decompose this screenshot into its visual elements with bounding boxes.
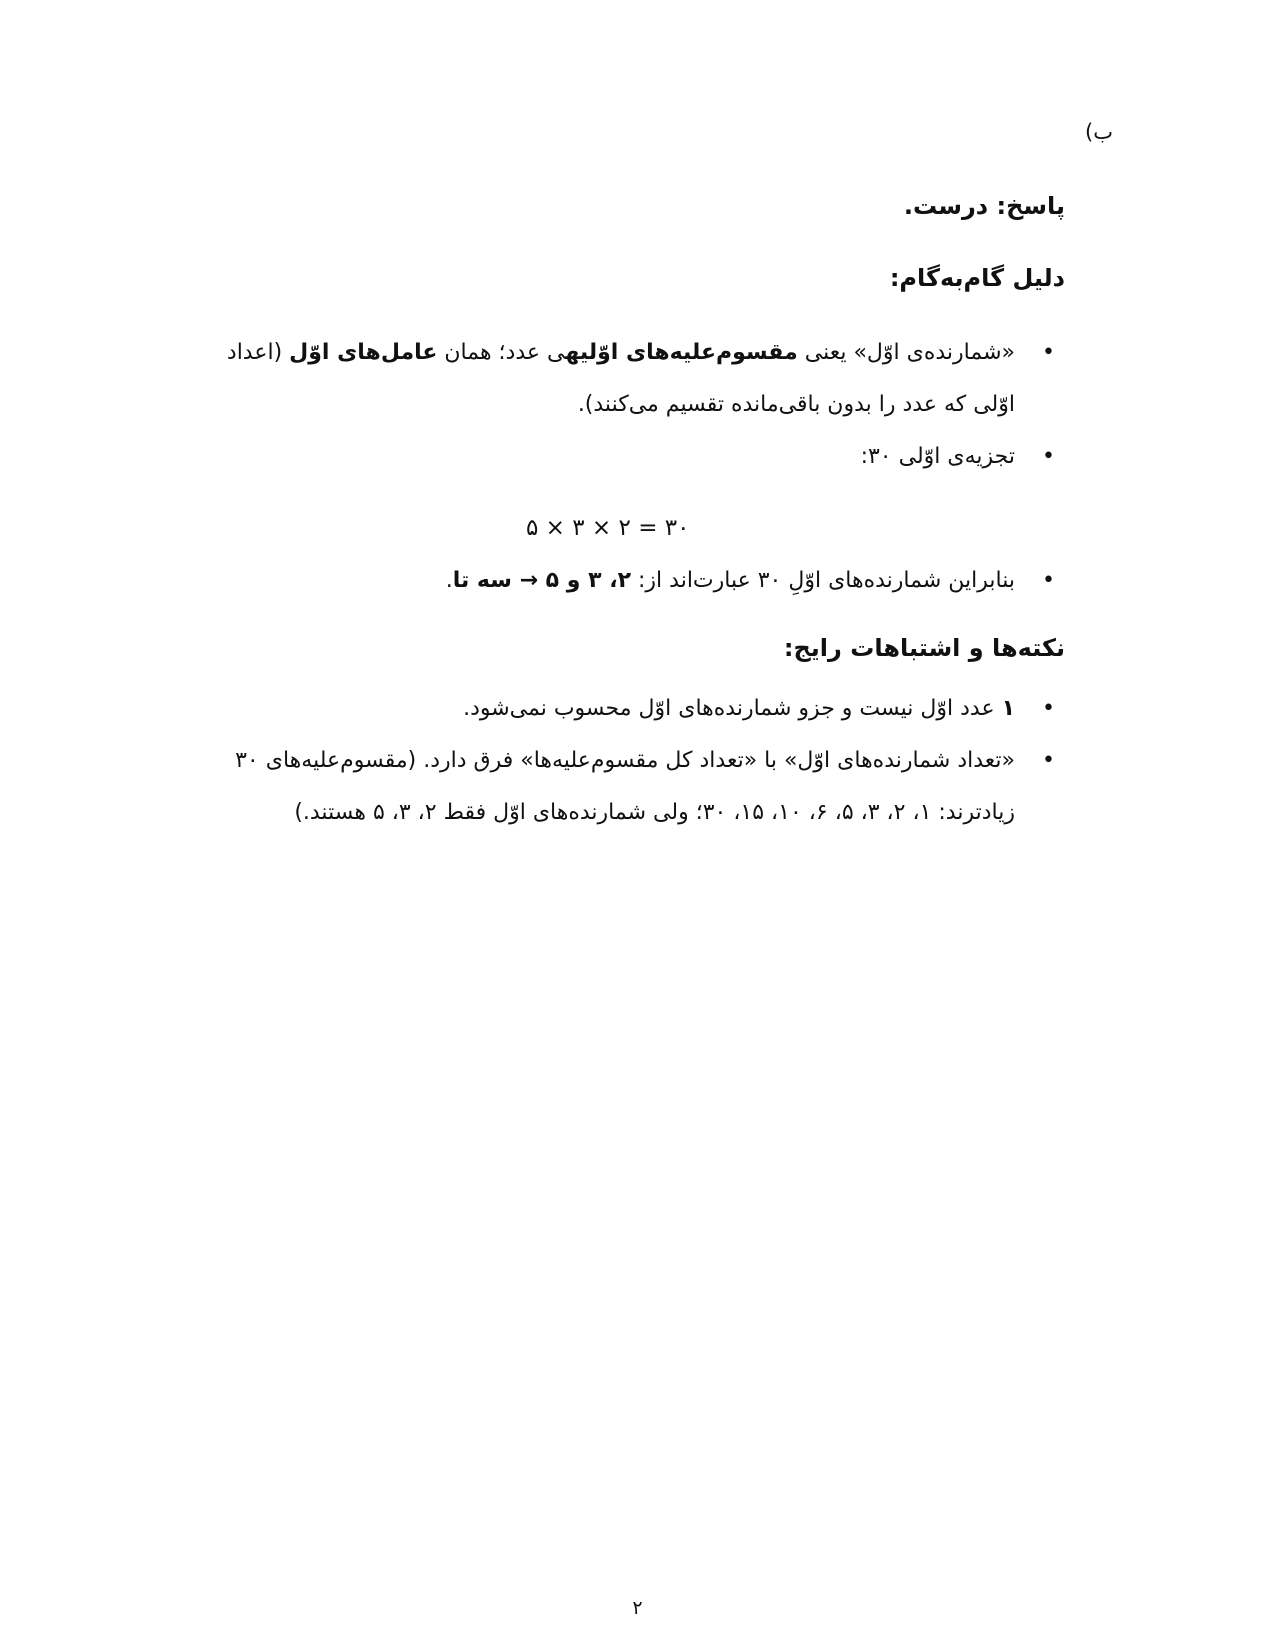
text-run: «تعداد شمارنده‌های اوّل» با «تعداد کل مقسوم‌علیه‌ها» فرق دارد. (مقسوم‌علیه‌های ۳۰ زیادترند: ۱، ۲، ۳، ۵، ۶، ۱۰، ۱۵، ۳۰؛ ولی شمارنده‌های اوّل فقط ۲، ۳، ۵ هستند.)	[235, 748, 1015, 825]
bullet-icon: •	[1042, 568, 1055, 593]
bold-text: مقسوم‌علیه‌های اوّلیه	[565, 340, 798, 365]
question-marker: ب)	[1085, 120, 1113, 144]
bullet-icon: •	[1042, 340, 1055, 365]
list-item	[185, 431, 1065, 483]
list-item	[185, 735, 1065, 839]
text-run: .	[445, 568, 453, 593]
page-number: ۲	[632, 1597, 643, 1619]
text-run: تجزیه‌ی اوّلی ۳۰:	[860, 444, 1015, 469]
text-run: بنابراین شمارنده‌های اوّلِ ۳۰ عبارت‌اند از:	[631, 568, 1015, 593]
notes-list	[185, 683, 1065, 839]
list-item	[185, 327, 1065, 431]
reason-list	[185, 327, 1065, 483]
list-item-text	[227, 340, 1015, 417]
list-item-text	[463, 696, 1015, 721]
list-item-text	[861, 444, 1015, 469]
text-run: (اعداد اوّلی که عدد را بدون باقی‌مانده تقسیم می‌کنند).	[226, 340, 1015, 417]
list-item-text	[235, 748, 1015, 825]
prime-factorization-formula: ۳۰ = ۲ × ۳ × ۵	[526, 515, 690, 541]
bold-text: ۱	[1001, 696, 1015, 721]
bold-text: ۲، ۳ و ۵ → سه تا	[452, 568, 632, 593]
notes-heading: نکته‌ها و اشتباهات رایج:	[783, 634, 1065, 662]
conclusion-list	[185, 555, 1065, 607]
list-item-text	[446, 568, 1015, 593]
text-run: «شمارنده‌ی اوّل» یعنی	[797, 340, 1015, 365]
text-run: عدد اوّل نیست و جزو شمارنده‌های اوّل محسوب نمی‌شود.	[463, 696, 1002, 721]
bold-text: عامل‌های اوّل	[289, 340, 438, 365]
list-item	[185, 683, 1065, 735]
list-item	[185, 555, 1065, 607]
text-run: ی عدد؛ همان	[437, 340, 566, 365]
answer-heading: پاسخ: درست.	[903, 192, 1065, 220]
bullet-icon: •	[1042, 748, 1055, 773]
bullet-icon: •	[1042, 444, 1055, 469]
bullet-icon: •	[1042, 696, 1055, 721]
reason-heading: دلیل گام‌به‌گام:	[889, 264, 1065, 292]
